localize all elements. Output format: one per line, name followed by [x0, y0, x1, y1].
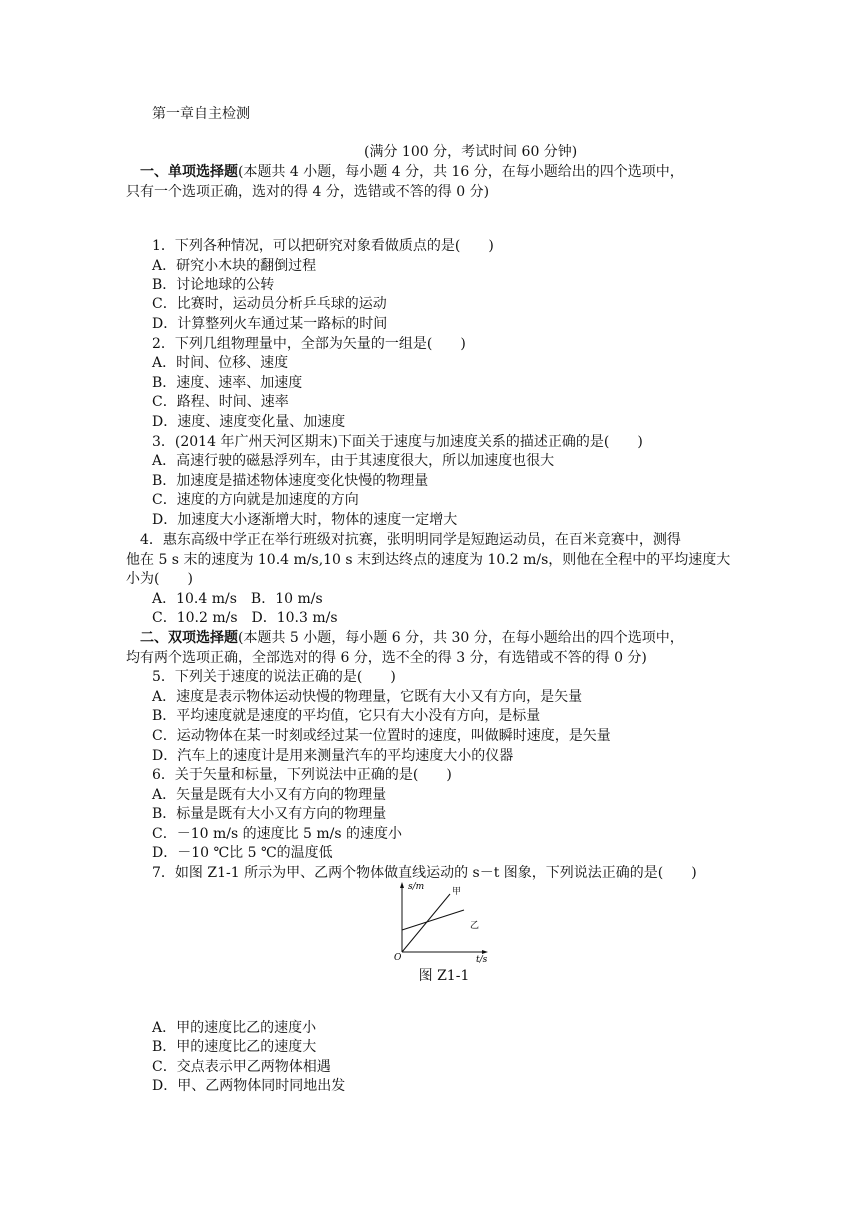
q3-option-d: D．加速度大小逐渐增大时，物体的速度一定增大: [152, 512, 458, 528]
q2-option-a: A．时间、位移、速度: [152, 355, 289, 371]
q4-stem-line2: 他在 5 s 末的速度为 10.4 m/s,10 s 末到达终点的速度为 10.2 m/s，则他在全程中的平均速度大: [126, 552, 731, 568]
q1-option-a: A．研究小木块的翻倒过程: [152, 258, 317, 274]
figure-caption: 图 Z1-1: [418, 968, 470, 984]
q6-option-d: D．－10 ℃比 5 ℃的温度低: [152, 845, 333, 861]
y-axis-arrow: [400, 882, 404, 888]
q2-option-d: D．速度、速度变化量、加速度: [152, 414, 346, 430]
q2-stem: 2．下列几组物理量中，全部为矢量的一组是( ): [152, 336, 466, 352]
q1-option-b: B．讨论地球的公转: [152, 277, 275, 293]
exam-info: (满分 100 分，考试时间 60 分钟): [364, 144, 578, 160]
q4-option-cd: C．10.2 m/s D．10.3 m/s: [152, 610, 338, 626]
x-axis-arrow: [482, 950, 488, 954]
page-title: 第一章自主检测: [152, 106, 250, 122]
q4-option-ab: A．10.4 m/s B．10 m/s: [152, 591, 323, 607]
section2-heading: 二、双项选择题: [140, 630, 238, 646]
q6-option-a: A．矢量是既有大小又有方向的物理量: [152, 787, 387, 803]
section1-desc-text: (本题共 4 小题，每小题 4 分，共 16 分，在每小题给出的四个选项中，: [238, 164, 684, 180]
section2-desc-line1: [140, 628, 684, 648]
q5-option-d: D．汽车上的速度计是用来测量汽车的平均速度大小的仪器: [152, 748, 514, 764]
q3-option-b: B．加速度是描述物体速度变化快慢的物理量: [152, 473, 429, 489]
q3-stem: 3．(2014 年广州天河区期末)下面关于速度与加速度关系的描述正确的是( ): [152, 434, 643, 450]
q4-stem-line1: 4．惠东高级中学正在举行班级对抗赛，张明明同学是短跑运动员，在百米竞赛中，测得: [140, 532, 681, 548]
origin-label: O: [394, 953, 402, 963]
q6-option-c: C．－10 m/s 的速度比 5 m/s 的速度小: [152, 826, 403, 842]
line-jia: [402, 894, 450, 952]
q3-option-a: A．高速行驶的磁悬浮列车，由于其速度很大，所以加速度也很大: [152, 453, 555, 469]
line-yi-label: 乙: [470, 921, 480, 931]
line-jia-label: 甲: [452, 887, 462, 897]
q2-option-c: C．路程、时间、速率: [152, 394, 289, 410]
q3-option-c: C．速度的方向就是加速度的方向: [152, 492, 359, 508]
line-yi: [402, 910, 464, 930]
section1-heading: 一、单项选择题: [140, 164, 238, 180]
q7-option-a: A．甲的速度比乙的速度小: [152, 1020, 317, 1036]
q5-option-b: B．平均速度就是速度的平均值，它只有大小没有方向，是标量: [152, 708, 541, 724]
q7-option-c: C．交点表示甲乙两物体相遇: [152, 1059, 331, 1075]
q7-stem: 7．如图 Z1-1 所示为甲、乙两个物体做直线运动的 s－t 图象，下列说法正确的是( ): [152, 865, 697, 881]
q7-option-d: D．甲、乙两物体同时同地出发: [152, 1078, 346, 1094]
section1-desc-line1: [140, 162, 684, 182]
q7-option-b: B．甲的速度比乙的速度大: [152, 1039, 317, 1055]
y-axis-label: s/m: [408, 882, 425, 892]
section2-desc-line2: 均有两个选项正确，全部选对的得 6 分，选不全的得 3 分，有选错或不答的得 0 分): [126, 650, 647, 666]
section2-desc-text: (本题共 5 小题，每小题 6 分，共 30 分，在每小题给出的四个选项中，: [238, 630, 684, 646]
q1-option-c: C．比赛时，运动员分析乒乓球的运动: [152, 296, 387, 312]
q4-stem-line3: 小为( ): [126, 571, 193, 587]
q6-option-b: B．标量是既有大小又有方向的物理量: [152, 806, 387, 822]
q5-stem: 5．下列关于速度的说法正确的是( ): [152, 669, 396, 685]
st-graph-figure: [394, 880, 494, 964]
q1-stem: 1．下列各种情况，可以把研究对象看做质点的是( ): [152, 238, 494, 254]
q2-option-b: B．速度、速率、加速度: [152, 375, 303, 391]
q5-option-a: A．速度是表示物体运动快慢的物理量，它既有大小又有方向，是矢量: [152, 689, 583, 705]
section1-desc-line2: 只有一个选项正确，选对的得 4 分，选错或不答的得 0 分): [126, 184, 490, 200]
q6-stem: 6．关于矢量和标量，下列说法中正确的是( ): [152, 767, 452, 783]
x-axis-label: t/s: [476, 955, 488, 964]
q1-option-d: D．计算整列火车通过某一路标的时间: [152, 316, 388, 332]
q5-option-c: C．运动物体在某一时刻或经过某一位置时的速度，叫做瞬时速度，是矢量: [152, 728, 611, 744]
